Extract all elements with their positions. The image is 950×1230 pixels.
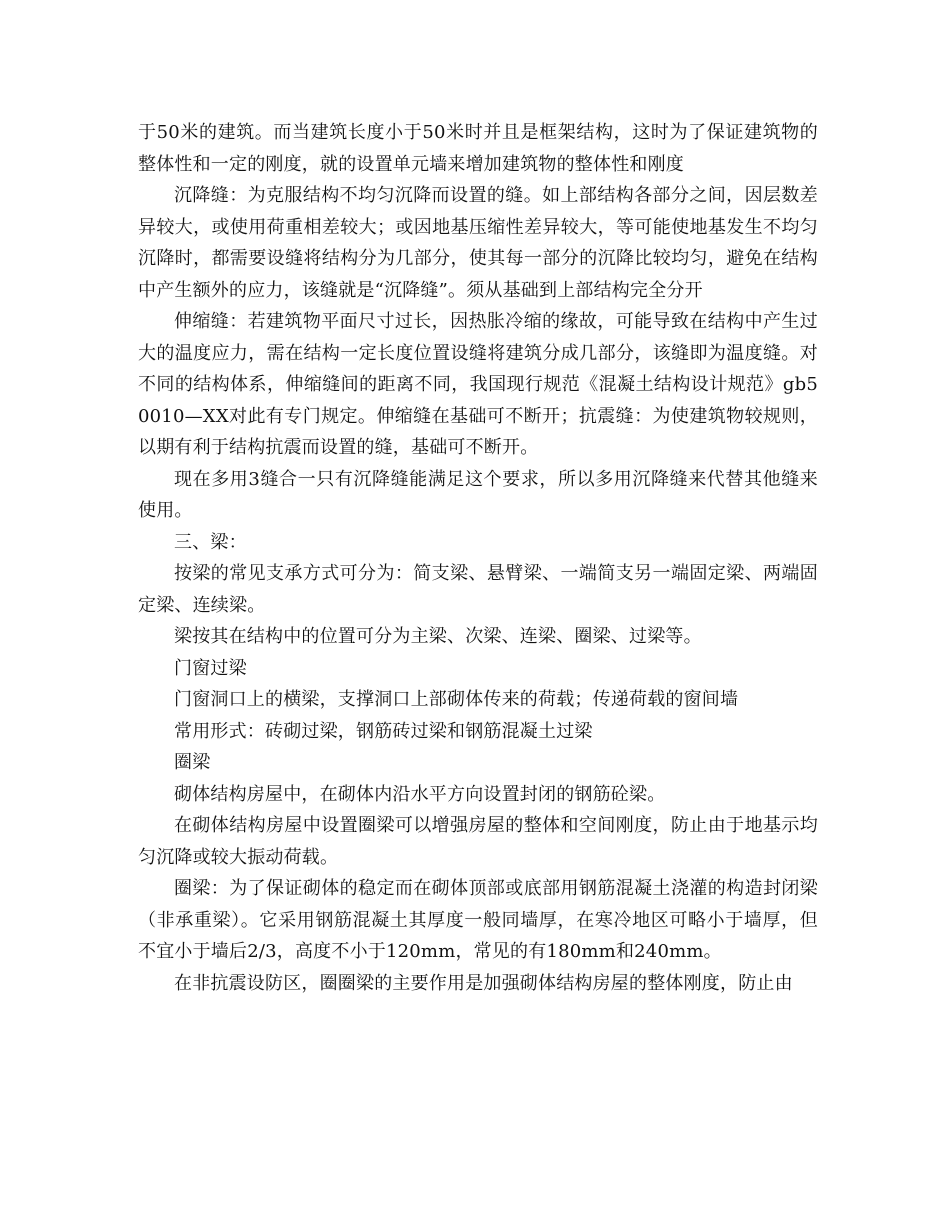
paragraph-three-joints: 现在多用3缝合一只有沉降缝能满足这个要求，所以多用沉降缝来代替其他缝来使用。 xyxy=(138,468,818,521)
paragraph-non-seismic-zone: 在非抗震设防区，圈圈梁的主要作用是加强砌体结构房屋的整体刚度，防止由 xyxy=(174,972,793,994)
paragraph-building-length: 于50米的建筑。而当建筑长度小于50米时并且是框架结构，这时为了保证建筑物的整体性和一定的刚度，就的设置单元墙来增加建筑物的整体性和刚度 xyxy=(138,122,818,175)
paragraph-beam-position-types: 梁按其在结构中的位置可分为主梁、次梁、连梁、圈梁、过梁等。 xyxy=(174,626,702,647)
paragraph-ring-beam-definition: 砌体结构房屋中，在砌体内沿水平方向设置封闭的钢筋砼梁。 xyxy=(174,783,666,805)
section-heading-beams: 三、梁： xyxy=(174,531,247,553)
document-body xyxy=(138,117,818,999)
paragraph-expansion-joint: 伸缩缝：若建筑物平面尺寸过长，因热胀冷缩的缘故，可能导致在结构中产生过大的温度应力，需在结构一定长度位置设缝将建筑分成几部分，该缝即为温度缝。对不同的结构体系，伸缩缝间的距离不同，我国现行规范《混凝土结构设计规范》gb50010—XX对此有专门规定。伸缩缝在基础可不断开；抗震缝：为使建筑物较规则，以期有利于结构抗震而设置的缝，基础可不断开。 xyxy=(138,311,818,458)
paragraph-beam-support-types: 按梁的常见支承方式可分为：简支梁、悬臂梁、一端简支另一端固定梁、两端固定梁、连续梁。 xyxy=(138,563,818,616)
paragraph-ring-beam-purpose: 在砌体结构房屋中设置圈梁可以增强房屋的整体和空间刚度，防止由于地基示均匀沉降或较大振动荷载。 xyxy=(138,815,818,868)
paragraph-lintel-definition: 门窗洞口上的横梁，支撑洞口上部砌体传来的荷载；传递荷载的窗间墙 xyxy=(174,689,739,710)
subheading-lintel: 门窗过梁 xyxy=(174,657,247,679)
paragraph-lintel-forms: 常用形式：砖砌过梁，钢筋砖过梁和钢筋混凝土过梁 xyxy=(174,720,593,742)
paragraph-ring-beam-details: 圈梁：为了保证砌体的稳定而在砌体顶部或底部用钢筋混凝土浇灌的构造封闭梁（非承重梁）。它采用钢筋混凝土其厚度一般同墙厚，在寒冷地区可略小于墙厚，但不宜小于墙后2/3，高度不小于120mm，常见的有180mm和240mm。 xyxy=(138,878,818,962)
paragraph-settlement-joint: 沉降缝：为克服结构不均匀沉降而设置的缝。如上部结构各部分之间，因层数差异较大，或使用荷重相差较大；或因地基压缩性差异较大，等可能使地基发生不均匀沉降时，都需要设缝将结构分为几部分，使其每一部分的沉降比较均匀，避免在结构中产生额外的应力，该缝就是“沉降缝”。须从基础到上部结构完全分开 xyxy=(138,185,818,301)
subheading-ring-beam: 圈梁 xyxy=(174,752,211,773)
